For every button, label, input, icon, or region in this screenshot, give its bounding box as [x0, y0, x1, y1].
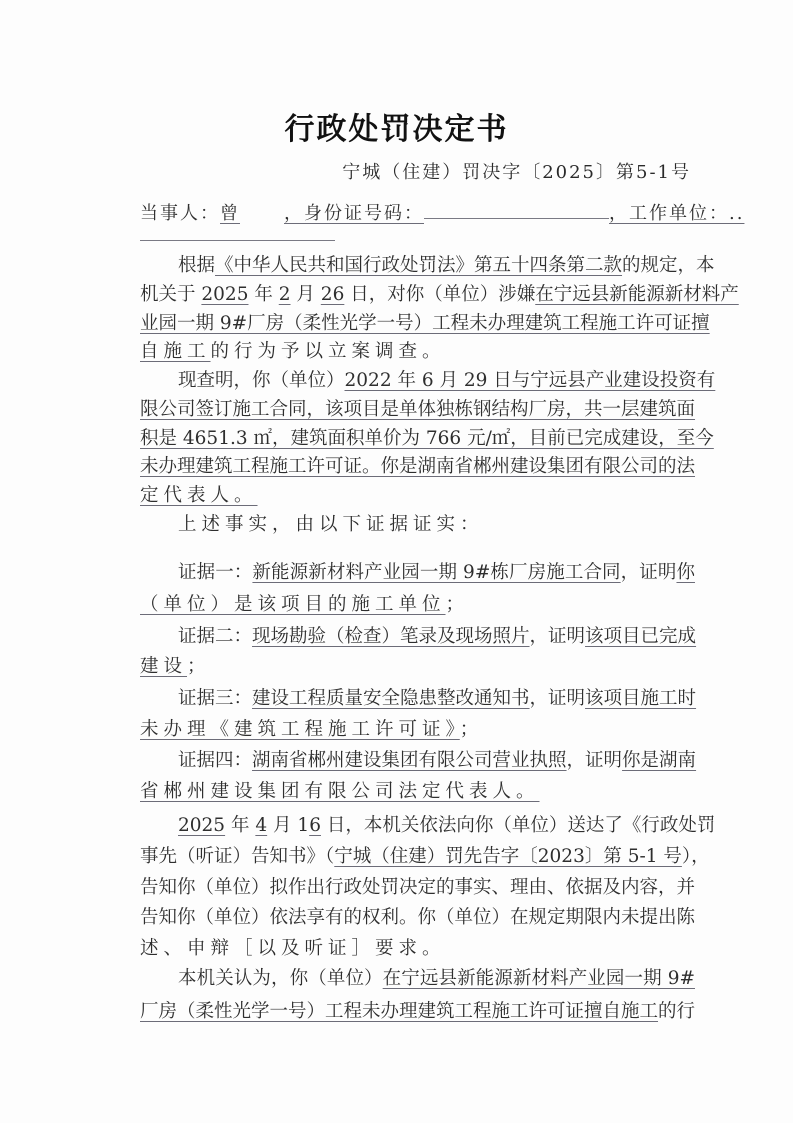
- body-text: 的行: [658, 1001, 696, 1022]
- underlined-text: 在宁远县新能源新材料产: [535, 284, 739, 305]
- underlined-text: （单位）是该项目的施工单位: [140, 594, 446, 615]
- body-line: [140, 593, 695, 617]
- body-line: [178, 513, 695, 537]
- id-label: ，身份证号码：: [284, 203, 424, 224]
- body-text: 月: [290, 284, 321, 305]
- underlined-text: 6: [309, 815, 321, 836]
- party-info-line: [140, 199, 745, 225]
- body-line: [140, 780, 695, 804]
- underlined-text: 该项目已完成: [585, 626, 697, 647]
- body-text: ，证明: [529, 626, 586, 647]
- body-text: 的行为予以立案调查。: [210, 341, 446, 362]
- body-line: [140, 340, 695, 364]
- underlined-text: 宁城（住建）罚先告字〔2023〕第 5-1 号: [334, 846, 682, 867]
- underlined-text: 你是湖南: [622, 750, 697, 771]
- body-line: [178, 814, 716, 838]
- underlined-text: 现场勘验（检查）笔录及现场照片: [252, 626, 530, 647]
- party-name: [220, 203, 284, 224]
- body-line: [140, 937, 695, 961]
- body-text: 述、申辩［以及听证］要求。: [140, 938, 446, 959]
- body-line: [140, 906, 695, 930]
- document-number: 宁城（住建）罚决字〔2025〕第5-1号: [342, 162, 691, 183]
- body-line: [140, 876, 695, 900]
- underlined-text: 《中华人民共和国行政处罚法》第五十四条第二款: [215, 255, 623, 276]
- underlined-text: 建设工程质量安全隐患整改通知书: [252, 688, 530, 709]
- body-line: [178, 254, 715, 278]
- body-line: [140, 312, 710, 336]
- underlined-text: 业园一期 9#厂房（柔性光学一号）工程未办理建筑工程施工许可证擅: [140, 313, 710, 334]
- work-value: ..: [729, 203, 745, 224]
- underlined-text: 你: [676, 562, 695, 583]
- underlined-text: 湖南省郴州建设集团有限公司营业执照: [252, 750, 567, 771]
- body-text: 月 1: [267, 815, 310, 836]
- underlined-text: 在宁远县新能源新材料产业园一期 9#: [382, 968, 695, 989]
- id-number-redacted: [424, 200, 609, 219]
- body-text: 证据二：: [178, 626, 253, 647]
- underlined-text: 2022 年 6 月 29 日与宁远县产业建设投资有: [344, 370, 716, 391]
- body-line: [178, 749, 695, 773]
- body-text: 证据一：: [178, 562, 253, 583]
- body-line: [140, 455, 695, 479]
- body-line: [178, 967, 695, 991]
- body-text: ；: [459, 719, 484, 740]
- underlined-text: 2: [278, 284, 291, 305]
- underlined-text: 未办理建筑工程施工许可证。你是湖南省郴州建设集团有限公司的法: [140, 456, 696, 477]
- body-line: [178, 561, 695, 585]
- body-text: 日，对你（单位）涉嫌: [344, 284, 536, 305]
- document-title: 行政处罚决定书: [284, 112, 509, 147]
- body-text: 年: [248, 284, 279, 305]
- body-line: [140, 718, 695, 742]
- body-text: 告知你（单位）拟作出行政处罚决定的事实、理由、依据及内容，并: [140, 877, 696, 898]
- body-text: ；: [187, 656, 211, 677]
- party-label: 当事人：: [140, 203, 220, 224]
- underlined-text: 厂房（柔性光学一号）工程未办理建筑工程施工许可证擅自施工: [140, 1001, 659, 1022]
- underlined-text: 建设: [140, 656, 188, 677]
- body-text: 的规定，本: [622, 255, 715, 276]
- underlined-text: 自施工: [140, 341, 211, 362]
- body-text: ，证明: [566, 750, 623, 771]
- body-line: [140, 398, 695, 422]
- body-line: [178, 687, 695, 711]
- body-text: 现查明，你（单位）: [178, 370, 345, 391]
- body-text: 日，本机关依法向你（单位）送达了《行政处罚: [320, 815, 716, 836]
- work-label: ，工作单位：: [609, 203, 729, 224]
- party-name-value: 曾: [220, 203, 240, 224]
- body-text: 机关于: [140, 284, 202, 305]
- body-line: [178, 625, 695, 649]
- underlined-text: 积是 4651.3 ㎡，建筑面积单价为 766 元/㎡，目前已完成建设，至今: [140, 428, 714, 449]
- body-text: 证据四：: [178, 750, 253, 771]
- underlined-text: 2025: [178, 815, 226, 836]
- body-text: 事先（听证）告知书》（: [140, 846, 335, 867]
- body-line: [140, 845, 710, 869]
- body-text: 告知你（单位）依法享有的权利。你（单位）在规定期限内未提出陈: [140, 907, 696, 928]
- work-unit-redacted: [140, 240, 335, 241]
- underlined-text: 定代表人。: [140, 485, 258, 506]
- body-text: ；: [445, 594, 470, 615]
- body-line: [178, 369, 716, 393]
- underlined-text: 该项目施工时: [585, 688, 697, 709]
- underlined-text: 新能源新材料产业园一期 9#栋厂房施工合同: [252, 562, 621, 583]
- body-text: 本机关认为，你（单位）: [178, 968, 383, 989]
- body-line: [140, 484, 695, 508]
- underlined-text: 限公司签订施工合同，该项目是单体独栋钢结构厂房，共一层建筑面: [140, 399, 696, 420]
- body-text: 证据三：: [178, 688, 253, 709]
- underlined-text: 省郴州建设集团有限公司法定代表人。: [140, 781, 540, 802]
- body-text: 上述事实，由以下证据证实：: [178, 514, 484, 535]
- underlined-text: 未办理《建筑工程施工许可证》: [140, 719, 460, 740]
- body-line: [140, 655, 695, 679]
- body-line: [140, 427, 714, 451]
- underlined-text: 2025: [201, 284, 249, 305]
- body-text: 年: [225, 815, 256, 836]
- body-line: [140, 1000, 695, 1024]
- body-text: 根据: [178, 255, 216, 276]
- underlined-text: 4: [255, 815, 268, 836]
- underlined-text: 26: [320, 284, 345, 305]
- body-text: ，证明: [620, 562, 677, 583]
- body-line: [140, 283, 739, 307]
- body-text: ），: [681, 846, 710, 867]
- body-text: ，证明: [529, 688, 586, 709]
